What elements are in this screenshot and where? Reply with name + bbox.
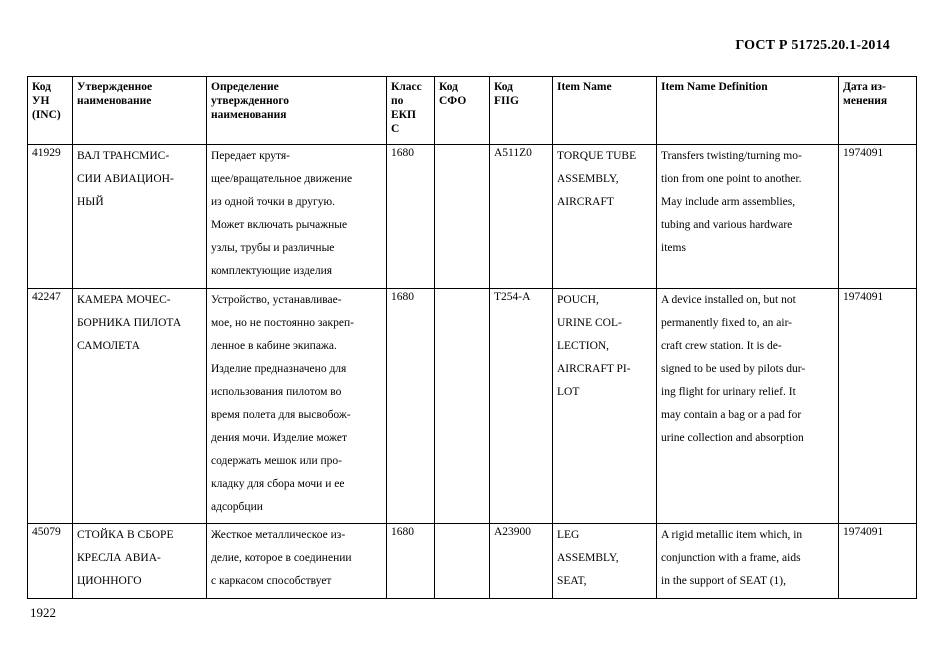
sfo-cell <box>435 145 490 289</box>
item-definition-cell <box>657 289 839 524</box>
date-cell: 1974091 <box>839 524 917 599</box>
text-line: SEAT, <box>557 575 587 587</box>
text-line: urine collection and absorption <box>661 432 804 444</box>
text-line: САМОЛЕТА <box>77 340 140 352</box>
text-line: permanently fixed to, an air- <box>661 317 793 329</box>
text-line: (INC) <box>32 109 61 121</box>
header-item-definition <box>657 77 839 145</box>
text-line: время полета для высвобож- <box>211 409 351 421</box>
text-line: ЦИОННОГО <box>77 575 142 587</box>
text-line: TORQUE TUBE <box>557 150 637 162</box>
fiig-cell: A511Z0 <box>490 145 553 289</box>
text-line: items <box>661 242 686 254</box>
text-line: из одной точки в другую. <box>211 196 335 208</box>
text-line: СИИ АВИАЦИОН- <box>77 173 174 185</box>
text-line: Класс <box>391 81 422 93</box>
header-inc <box>28 77 73 145</box>
text-line: Item Name <box>557 81 612 93</box>
text-line: Утвержденное <box>77 81 153 93</box>
header-item-name <box>553 77 657 145</box>
text-line: содержать мешок или про- <box>211 455 342 467</box>
text-line: НЫЙ <box>77 196 104 208</box>
definition-cell <box>207 524 387 599</box>
text-line: Передает крутя- <box>211 150 291 162</box>
text-line: с каркасом способствует <box>211 575 332 587</box>
text-line: LECTION, <box>557 340 610 352</box>
text-line: Дата из- <box>843 81 886 93</box>
table-row <box>28 524 917 599</box>
text-line: FIIG <box>494 95 519 107</box>
table-row <box>28 145 917 289</box>
text-line: ASSEMBLY, <box>557 173 619 185</box>
text-line: БОРНИКА ПИЛОТА <box>77 317 182 329</box>
text-line: LEG <box>557 529 580 541</box>
header-fiig <box>490 77 553 145</box>
text-line: менения <box>843 95 888 107</box>
definition-cell <box>207 145 387 289</box>
approved-name-cell <box>73 289 207 524</box>
fiig-cell: A23900 <box>490 524 553 599</box>
text-line: использования пилотом во <box>211 386 342 398</box>
header-class <box>387 77 435 145</box>
text-line: утвержденного <box>211 95 290 107</box>
text-line: A device installed on, but not <box>661 294 796 306</box>
text-line: дения мочи. Изделие может <box>211 432 347 444</box>
text-line: tion from one point to another. <box>661 173 802 185</box>
date-cell: 1974091 <box>839 289 917 524</box>
text-line: комплектующие изделия <box>211 265 333 277</box>
text-line: адсорбции <box>211 501 263 513</box>
text-line: кладку для сбора мочи и ее <box>211 478 345 490</box>
inc-cell: 41929 <box>28 145 73 289</box>
text-line: КРЕСЛА АВИА- <box>77 552 161 564</box>
text-line: A rigid metallic item which, in <box>661 529 803 541</box>
item-name-cell <box>553 524 657 599</box>
text-line: Код <box>494 81 514 93</box>
page-number: 1922 <box>30 605 56 620</box>
definition-cell <box>207 289 387 524</box>
table-header-row <box>28 77 917 145</box>
inc-cell: 42247 <box>28 289 73 524</box>
class-cell: 1680 <box>387 145 435 289</box>
text-line: signed to be used by pilots dur- <box>661 363 806 375</box>
text-line: Может включать рычажные <box>211 219 348 231</box>
text-line: AIRCRAFT <box>557 196 614 208</box>
text-line: ВАЛ ТРАНСМИС- <box>77 150 170 162</box>
text-line: conjunction with a frame, aids <box>661 552 801 564</box>
text-line: КАМЕРА МОЧЕС- <box>77 294 171 306</box>
text-line: С <box>391 123 400 135</box>
header-sfo <box>435 77 490 145</box>
text-line: May include arm assemblies, <box>661 196 796 208</box>
text-line: УН <box>32 95 50 107</box>
text-line: делие, которое в соединении <box>211 552 352 564</box>
classification-table <box>27 76 917 599</box>
item-name-cell <box>553 145 657 289</box>
header-approved-name <box>73 77 207 145</box>
text-line: tubing and various hardware <box>661 219 793 231</box>
text-line: Transfers twisting/turning mo- <box>661 150 802 162</box>
text-line: Код <box>439 81 459 93</box>
class-cell: 1680 <box>387 289 435 524</box>
header-change-date <box>839 77 917 145</box>
text-line: Устройство, устанавливае- <box>211 294 342 306</box>
text-line: Item Name Definition <box>661 81 768 93</box>
class-cell: 1680 <box>387 524 435 599</box>
header-definition <box>207 77 387 145</box>
text-line: Код <box>32 81 52 93</box>
text-line: мое, но не постоянно закреп- <box>211 317 354 329</box>
item-definition-cell <box>657 524 839 599</box>
sfo-cell <box>435 524 490 599</box>
text-line: ing flight for urinary relief. It <box>661 386 796 398</box>
text-line: Определение <box>211 81 279 93</box>
standard-header: ГОСТ Р 51725.20.1-2014 <box>735 38 890 53</box>
item-definition-cell <box>657 145 839 289</box>
text-line: Изделие предназначено для <box>211 363 347 375</box>
text-line: наименования <box>211 109 287 121</box>
fiig-cell: T254-A <box>490 289 553 524</box>
text-line: наименование <box>77 95 152 107</box>
text-line: узлы, трубы и различные <box>211 242 335 254</box>
date-cell: 1974091 <box>839 145 917 289</box>
sfo-cell <box>435 289 490 524</box>
item-name-cell <box>553 289 657 524</box>
table-row <box>28 289 917 524</box>
approved-name-cell <box>73 145 207 289</box>
text-line: may contain a bag or a pad for <box>661 409 802 421</box>
text-line: in the support of SEAT (1), <box>661 575 787 587</box>
text-line: ленное в кабине экипажа. <box>211 340 337 352</box>
text-line: щее/вращательное движение <box>211 173 353 185</box>
text-line: AIRCRAFT PI- <box>557 363 631 375</box>
text-line: POUCH, <box>557 294 599 306</box>
text-line: ASSEMBLY, <box>557 552 619 564</box>
text-line: СФО <box>439 95 467 107</box>
inc-cell: 45079 <box>28 524 73 599</box>
text-line: URINE COL- <box>557 317 622 329</box>
approved-name-cell <box>73 524 207 599</box>
text-line: Жесткое металлическое из- <box>211 529 346 541</box>
text-line: craft crew station. It is de- <box>661 340 782 352</box>
text-line: ЕКП <box>391 109 416 121</box>
text-line: СТОЙКА В СБОРЕ <box>77 529 174 541</box>
text-line: по <box>391 95 404 107</box>
text-line: LOT <box>557 386 580 398</box>
